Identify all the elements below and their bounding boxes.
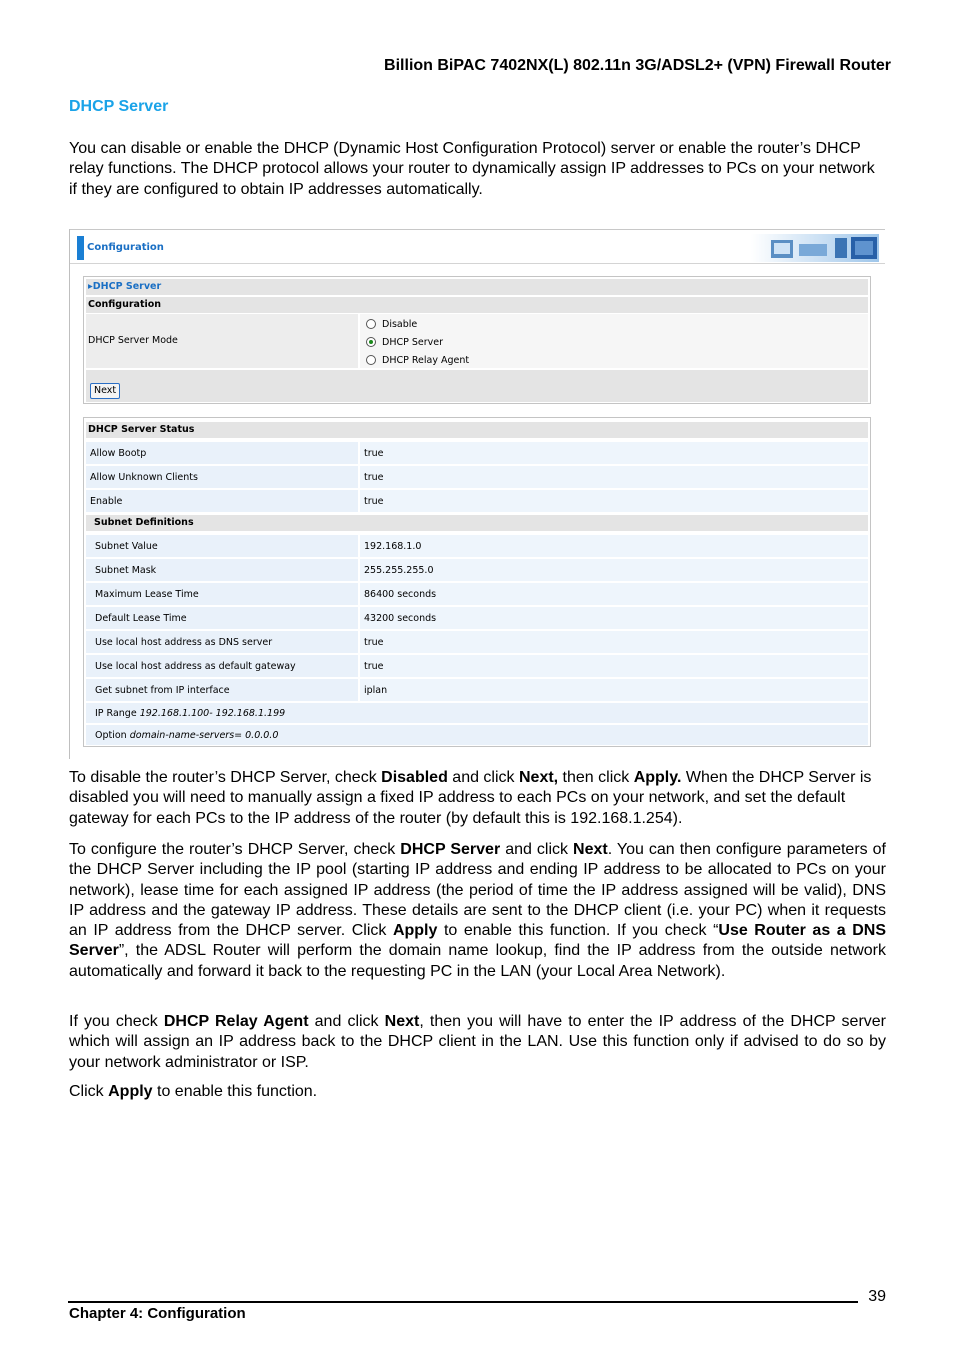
bold-term: Use Router as a DNS Server xyxy=(69,922,886,960)
option-row xyxy=(86,725,868,745)
subnet-header-label: Subnet Definitions xyxy=(94,517,194,528)
row-label: Get subnet from IP interface xyxy=(95,685,230,696)
bold-term: DHCP Server xyxy=(400,841,501,858)
bold-term: Next xyxy=(384,1013,420,1030)
bold-term: Next xyxy=(573,841,608,858)
disable-paragraph xyxy=(69,768,886,829)
row-label: Allow Unknown Clients xyxy=(90,472,198,483)
footer-rule xyxy=(68,1301,858,1303)
next-button[interactable]: Next xyxy=(90,383,120,399)
chapter-label: Chapter 4: Configuration xyxy=(69,1305,246,1322)
table-row xyxy=(86,442,868,464)
row-label: Subnet Mask xyxy=(95,565,157,576)
table-row xyxy=(86,466,868,488)
bold-term: Disabled xyxy=(381,769,448,786)
config-section-header xyxy=(86,297,868,313)
option-dhcp-server-label: DHCP Server xyxy=(382,336,443,348)
row-value: 255.255.255.0 xyxy=(364,565,434,576)
row-value: true xyxy=(364,448,384,459)
row-label: Use local host address as DNS server xyxy=(95,637,273,648)
table-row xyxy=(86,679,868,701)
config-top-bar xyxy=(70,229,885,264)
row-value: iplan xyxy=(364,685,388,696)
option-disable-label: Disable xyxy=(382,318,418,330)
radio-disable[interactable] xyxy=(366,319,376,329)
row-label: Use local host address as default gateway xyxy=(95,661,296,672)
text: ”, the ADSL Router will perform the domain name lookup, find the IP address from the outside network automatically and forward it back to the requesting PC in the LAN (your Local Area Network). xyxy=(69,942,886,980)
option-relay-agent[interactable] xyxy=(366,353,469,367)
option-label: Option xyxy=(95,730,127,741)
relay-paragraph xyxy=(69,1012,886,1073)
row-value: true xyxy=(364,496,384,507)
mode-options-cell xyxy=(360,314,868,368)
bold-term: DHCP Relay Agent xyxy=(163,1013,309,1030)
intro-paragraph: You can disable or enable the DHCP (Dynamic Host Configuration Protocol) server or enable the router’s DHCP relay functions. The DHCP protocol allows your router to dynamically assign IP addresses to PCs on your network if they are configured to obtain IP addresses automatically. xyxy=(69,140,875,198)
section-title: DHCP Server xyxy=(69,98,169,115)
row-value: 192.168.1.0 xyxy=(364,541,422,552)
title-accent-bar xyxy=(77,236,84,260)
screenshot-left-border xyxy=(69,229,70,759)
mode-label: DHCP Server Mode xyxy=(88,335,178,346)
text: If you check xyxy=(69,1013,164,1030)
row-value: 43200 seconds xyxy=(364,613,437,624)
row-value: true xyxy=(364,637,384,648)
bold-term: Apply. xyxy=(633,769,682,786)
text: When the DHCP Server is disabled you will need to manually assign a fixed IP address to each PCs on your network, and set the default gateway for each PCs to the IP address of the router (by default this is 192.168.1.254). xyxy=(69,769,872,827)
text: Click xyxy=(69,1083,109,1100)
router-config-screenshot xyxy=(69,229,885,759)
option-text xyxy=(95,730,278,741)
text: and click xyxy=(447,769,519,786)
row-label: Maximum Lease Time xyxy=(95,589,199,600)
status-header xyxy=(86,422,868,438)
text: to enable this function. xyxy=(152,1083,318,1100)
row-value: true xyxy=(364,472,384,483)
table-row xyxy=(86,490,868,512)
row-value: 86400 seconds xyxy=(364,589,437,600)
configure-paragraph xyxy=(69,840,886,982)
table-row xyxy=(86,631,868,653)
ip-range-label: IP Range xyxy=(95,708,137,719)
page-number: 39 xyxy=(868,1288,886,1305)
radio-relay-agent[interactable] xyxy=(366,355,376,365)
text: to enable this function. If you check “ xyxy=(437,922,719,940)
text: then click xyxy=(558,769,634,786)
mode-label-cell xyxy=(86,314,358,368)
ip-range-text xyxy=(95,708,285,719)
option-dhcp-server[interactable] xyxy=(366,335,443,349)
text: . You can then configure parameters of the DHCP Server including the IP pool (starting IP address and ending IP address to be allocated to PCs on your network), lease time for each assigned IP address (the period of time the IP address assigned will be valid), DNS IP address and the gateway IP address. These details are sent to the DHCP client (i.e. your PC) when it requests an IP address from the DHCP server. Click xyxy=(69,841,887,940)
bold-term: Apply xyxy=(108,1083,153,1100)
row-label: Subnet Value xyxy=(95,541,158,552)
table-row xyxy=(86,535,868,557)
breadcrumb xyxy=(86,279,868,295)
text: and click xyxy=(500,841,574,858)
option-disable[interactable] xyxy=(366,317,417,331)
row-value: true xyxy=(364,661,384,672)
option-value: domain-name-servers= 0.0.0.0 xyxy=(129,730,279,741)
table-row xyxy=(86,583,868,605)
row-label: Allow Bootp xyxy=(90,448,147,459)
config-section-label: Configuration xyxy=(88,299,162,310)
row-label: Enable xyxy=(90,496,123,507)
ip-range-value: 192.168.1.100- 192.168.1.199 xyxy=(139,708,286,719)
subnet-header xyxy=(86,515,868,531)
status-header-label: DHCP Server Status xyxy=(88,424,195,435)
table-row xyxy=(86,559,868,581)
apply-paragraph xyxy=(69,1082,886,1102)
text: and click xyxy=(308,1013,385,1030)
text: , then you will have to enter the IP address of the DHCP server which will assign an IP address back to the DHCP client in the LAN. Use this function only if advised to do so by your network administrator or ISP. xyxy=(69,1013,886,1071)
config-bar-title: Configuration xyxy=(87,242,164,253)
option-relay-agent-label: DHCP Relay Agent xyxy=(382,354,470,366)
dhcp-mode-panel xyxy=(83,276,871,404)
breadcrumb-label: ▸DHCP Server xyxy=(88,281,162,292)
bold-term: Next, xyxy=(518,769,559,786)
table-row xyxy=(86,607,868,629)
radio-dhcp-server[interactable] xyxy=(366,337,376,347)
next-row xyxy=(86,370,868,402)
document-header: Billion BiPAC 7402NX(L) 802.11n 3G/ADSL2+ (VPN) Firewall Router xyxy=(384,57,891,74)
row-label: Default Lease Time xyxy=(95,613,187,624)
text: To disable the router’s DHCP Server, check xyxy=(69,769,382,786)
bold-term: Apply xyxy=(392,922,438,940)
ip-range-row xyxy=(86,703,868,723)
text: To configure the router’s DHCP Server, check xyxy=(69,841,401,858)
dhcp-status-panel xyxy=(83,417,871,747)
table-row xyxy=(86,655,868,677)
network-banner-icon xyxy=(751,234,879,262)
